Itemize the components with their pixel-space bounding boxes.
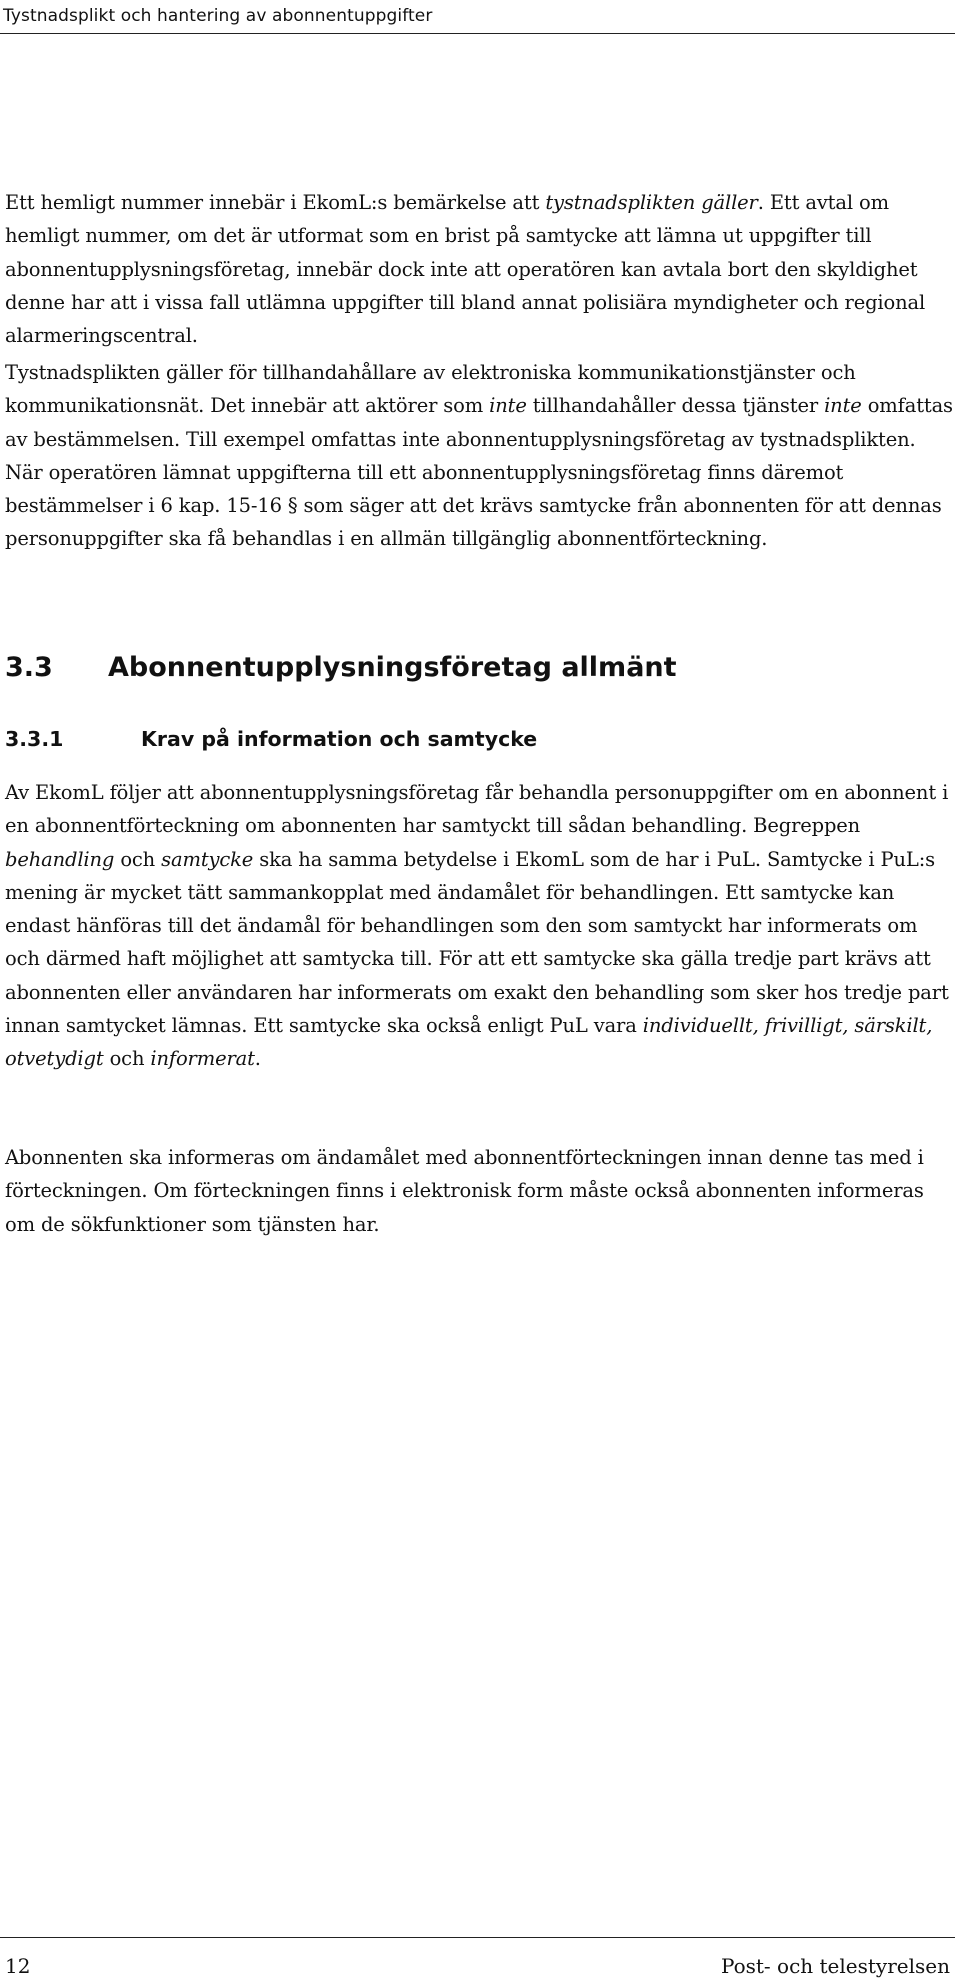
publisher-name: Post- och telestyrelsen xyxy=(720,1954,950,1978)
emphasis-informerat: informerat xyxy=(150,1047,255,1071)
emphasis-samtycke-kriterier: individuellt, frivilligt, särskilt, otvetydigt xyxy=(5,1014,933,1071)
emphasis-samtycke: samtycke xyxy=(161,847,254,871)
paragraph-krav-samtycke xyxy=(5,776,955,1076)
subsection-title: Krav på information och samtycke xyxy=(141,727,538,751)
text-run: . Ett avtal om hemligt nummer, om det är utformat som en brist på samtycke att lämna ut uppgifter till abonnentupplysningsföretag, innebär dock inte att operatören kan avtala bort den skyldighet denne har att i vissa fall utlämna uppgifter till bland annat polisiära myndigheter och regional alarmeringscentral. xyxy=(5,191,926,348)
page-number: 12 xyxy=(5,1954,31,1978)
subsection-heading xyxy=(5,727,537,751)
section-title: Abonnentupplysningsföretag allmänt xyxy=(108,652,677,683)
paragraph-tystnadsplikten xyxy=(5,356,955,556)
paragraph-information-abonnent xyxy=(5,1141,955,1241)
text-run: ska ha samma betydelse i EkomL som de har i PuL. Samtycke i PuL:s mening är mycket tätt sammankopplat med ändamålet för behandlingen. Ett samtycke kan endast hänföras till det ändamål för behandlingen som den som samtyckt har informerats om och därmed haft möjlighet att samtycka till. För att ett samtycke ska gälla tredje part krävs att abonnenten eller användaren har informerats om exakt den behandling som sker hos tredje part innan samtycket lämnas. Ett samtycke ska också enligt PuL vara xyxy=(5,847,949,1038)
paragraph-hemligt-nummer xyxy=(5,186,955,352)
section-number: 3.3 xyxy=(5,652,53,683)
text-run: . xyxy=(254,1047,261,1071)
text-run: Ett hemligt nummer innebär i EkomL:s bemärkelse att xyxy=(5,191,546,214)
page-footer xyxy=(0,1937,955,1988)
text-run: omfattas av bestämmelsen. Till exempel omfattas inte abonnentupplysningsföretag av tystnadsplikten. När operatören lämnat uppgifterna till ett abonnentupplysningsföretag finns däremot bestämmelser i 6 kap. 15-16 § som säger att det krävs samtycke från abonnenten för att dennas personuppgifter ska få behandlas i en allmän tillgänglig abonnentförteckning. xyxy=(5,394,953,551)
running-header-title: Tystnadsplikt och hantering av abonnentuppgifter xyxy=(3,6,433,26)
emphasis-tystnadsplikten: tystnadsplikten gäller xyxy=(545,191,758,214)
emphasis-inte: inte xyxy=(489,394,527,418)
text-run: och xyxy=(103,1047,151,1071)
section-heading xyxy=(5,652,677,683)
subsection-number: 3.3.1 xyxy=(5,727,64,751)
emphasis-inte: inte xyxy=(824,394,862,418)
emphasis-behandling: behandling xyxy=(5,847,115,871)
text-run: och xyxy=(114,847,162,871)
page-header xyxy=(0,0,955,34)
text-run: Av EkomL följer att abonnentupplysningsföretag får behandla personuppgifter om en abonnent i en abonnentförteckning om abonnenten har samtyckt till sådan behandling. Begreppen xyxy=(5,781,949,838)
text-run: Tystnadsplikten gäller för tillhandahållare av elektroniska kommunikationstjänster och kommunikationsnät. Det innebär att aktörer som xyxy=(5,361,856,418)
text-run: tillhandahåller dessa tjänster xyxy=(526,394,825,418)
text-run: Abonnenten ska informeras om ändamålet med abonnentförteckningen innan denne tas med i förteckningen. Om förteckningen finns i elektronisk form måste också abonnenten informeras om de sökfunktioner som tjänsten har. xyxy=(5,1146,924,1236)
